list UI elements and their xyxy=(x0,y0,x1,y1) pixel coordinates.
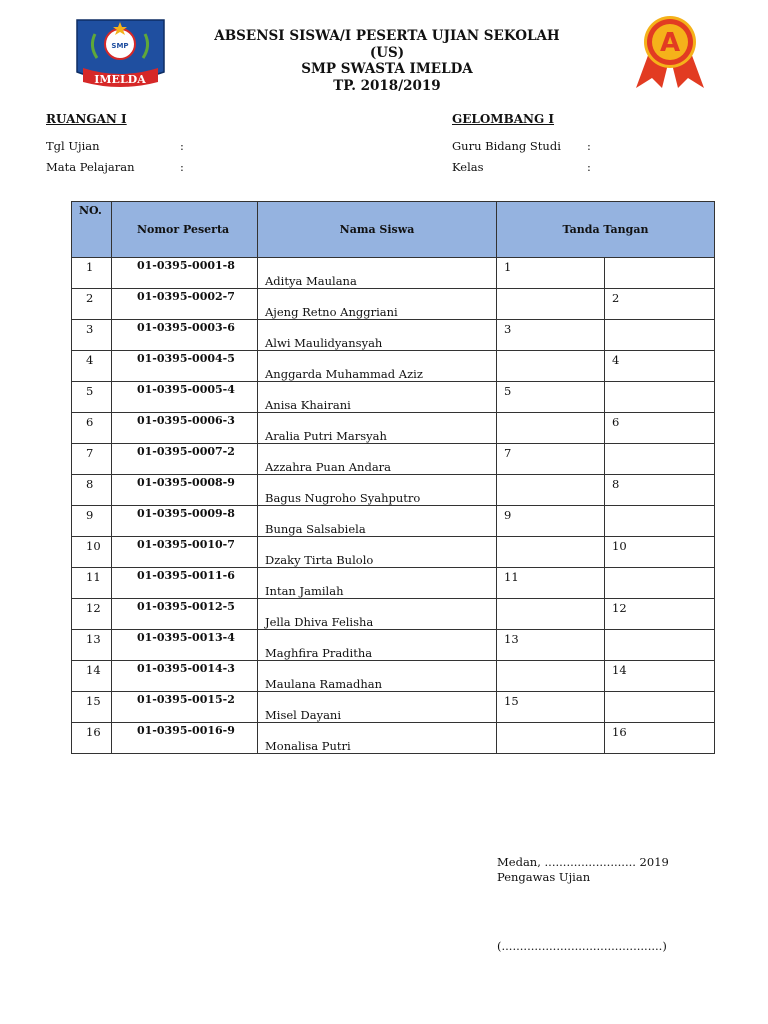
row-nama-siswa: Intan Jamilah xyxy=(258,568,497,599)
row-nama-siswa: Ajeng Retno Anggriani xyxy=(258,289,497,320)
row-no: 15 xyxy=(72,692,112,723)
row-no: 12 xyxy=(72,599,112,630)
row-no: 16 xyxy=(72,723,112,754)
row-no: 11 xyxy=(72,568,112,599)
row-signature-left xyxy=(497,475,605,506)
row-no: 4 xyxy=(72,351,112,382)
row-nomor-peserta: 01-0395-0009-8 xyxy=(112,506,258,537)
row-signature-right xyxy=(605,692,715,723)
table-row xyxy=(72,630,715,661)
row-signature-right xyxy=(605,568,715,599)
row-no: 8 xyxy=(72,475,112,506)
gelombang-label: GELOMBANG I xyxy=(452,112,555,126)
row-signature-left: 15 xyxy=(497,692,605,723)
row-signature-left: 1 xyxy=(497,258,605,289)
guru-bidang-studi-label: Guru Bidang Studi xyxy=(452,139,561,153)
header-school: SMP SWASTA IMELDA xyxy=(301,61,473,77)
row-nama-siswa: Anggarda Muhammad Aziz xyxy=(258,351,497,382)
row-no: 7 xyxy=(72,444,112,475)
row-signature-right xyxy=(605,506,715,537)
mata-pelajaran-colon: : xyxy=(180,160,184,174)
place-date: Medan, ......................... 2019 xyxy=(497,855,669,869)
row-signature-left xyxy=(497,351,605,382)
row-no: 9 xyxy=(72,506,112,537)
kelas-label: Kelas xyxy=(452,160,484,174)
row-signature-left: 11 xyxy=(497,568,605,599)
table-row xyxy=(72,537,715,568)
row-nama-siswa: Misel Dayani xyxy=(258,692,497,723)
row-signature-right: 6 xyxy=(605,413,715,444)
table-row xyxy=(72,599,715,630)
row-nama-siswa: Maulana Ramadhan xyxy=(258,661,497,692)
ruangan-label: RUANGAN I xyxy=(46,112,127,126)
row-signature-left xyxy=(497,723,605,754)
row-no: 13 xyxy=(72,630,112,661)
kelas-colon: : xyxy=(587,160,591,174)
header-nomor-peserta: Nomor Peserta xyxy=(112,202,258,258)
table-row xyxy=(72,413,715,444)
table-header-row xyxy=(72,202,715,258)
header-no: NO. xyxy=(72,202,112,258)
row-signature-right xyxy=(605,382,715,413)
row-no: 2 xyxy=(72,289,112,320)
row-nama-siswa: Bunga Salsabiela xyxy=(258,506,497,537)
rosette-letter: A xyxy=(659,28,681,58)
signature-line: (............................................) xyxy=(497,939,667,953)
tgl-ujian-label: Tgl Ujian xyxy=(46,139,100,153)
header-title: ABSENSI SISWA/I PESERTA UJIAN SEKOLAH xyxy=(214,28,560,44)
table-row xyxy=(72,661,715,692)
row-nama-siswa: Anisa Khairani xyxy=(258,382,497,413)
header-tanda-tangan: Tanda Tangan xyxy=(497,202,715,258)
table-row xyxy=(72,351,715,382)
row-nomor-peserta: 01-0395-0001-8 xyxy=(112,258,258,289)
row-nomor-peserta: 01-0395-0007-2 xyxy=(112,444,258,475)
row-nomor-peserta: 01-0395-0004-5 xyxy=(112,351,258,382)
table-row xyxy=(72,692,715,723)
logo-text-bottom: IMELDA xyxy=(94,73,146,86)
row-signature-right xyxy=(605,320,715,351)
row-signature-right: 10 xyxy=(605,537,715,568)
row-signature-left xyxy=(497,413,605,444)
accreditation-rosette-icon xyxy=(626,14,714,90)
table-row xyxy=(72,258,715,289)
row-signature-right xyxy=(605,630,715,661)
header-year: TP. 2018/2019 xyxy=(333,77,441,94)
logo-text-top: SMP xyxy=(111,42,129,50)
row-signature-left: 9 xyxy=(497,506,605,537)
row-no: 14 xyxy=(72,661,112,692)
row-signature-right: 8 xyxy=(605,475,715,506)
row-signature-left: 3 xyxy=(497,320,605,351)
row-nomor-peserta: 01-0395-0015-2 xyxy=(112,692,258,723)
row-nomor-peserta: 01-0395-0011-6 xyxy=(112,568,258,599)
row-no: 3 xyxy=(72,320,112,351)
table-row xyxy=(72,475,715,506)
row-signature-right: 16 xyxy=(605,723,715,754)
signer-role: Pengawas Ujian xyxy=(497,870,591,884)
row-nomor-peserta: 01-0395-0005-4 xyxy=(112,382,258,413)
row-signature-right xyxy=(605,258,715,289)
row-nomor-peserta: 01-0395-0014-3 xyxy=(112,661,258,692)
row-no: 10 xyxy=(72,537,112,568)
row-nama-siswa: Alwi Maulidyansyah xyxy=(258,320,497,351)
row-nama-siswa: Monalisa Putri xyxy=(258,723,497,754)
row-no: 5 xyxy=(72,382,112,413)
row-signature-right: 4 xyxy=(605,351,715,382)
table-row xyxy=(72,723,715,754)
table-row xyxy=(72,289,715,320)
table-row xyxy=(72,506,715,537)
row-signature-left: 5 xyxy=(497,382,605,413)
row-signature-left xyxy=(497,661,605,692)
row-signature-left xyxy=(497,599,605,630)
mata-pelajaran-label: Mata Pelajaran xyxy=(46,160,135,174)
table-row xyxy=(72,444,715,475)
header-nama-siswa: Nama Siswa xyxy=(258,202,497,258)
row-signature-right: 2 xyxy=(605,289,715,320)
table-row xyxy=(72,382,715,413)
row-signature-left: 13 xyxy=(497,630,605,661)
guru-bidang-studi-colon: : xyxy=(587,139,591,153)
row-signature-right: 14 xyxy=(605,661,715,692)
document-header xyxy=(180,28,594,94)
row-nama-siswa: Dzaky Tirta Bulolo xyxy=(258,537,497,568)
row-nomor-peserta: 01-0395-0002-7 xyxy=(112,289,258,320)
row-nomor-peserta: 01-0395-0013-4 xyxy=(112,630,258,661)
row-signature-left xyxy=(497,289,605,320)
tgl-ujian-colon: : xyxy=(180,139,184,153)
row-nama-siswa: Aditya Maulana xyxy=(258,258,497,289)
table-row xyxy=(72,320,715,351)
row-nomor-peserta: 01-0395-0012-5 xyxy=(112,599,258,630)
row-signature-left: 7 xyxy=(497,444,605,475)
row-nama-siswa: Bagus Nugroho Syahputro xyxy=(258,475,497,506)
table-row xyxy=(72,568,715,599)
row-nomor-peserta: 01-0395-0016-9 xyxy=(112,723,258,754)
row-nomor-peserta: 01-0395-0010-7 xyxy=(112,537,258,568)
attendance-table xyxy=(71,201,715,754)
row-no: 1 xyxy=(72,258,112,289)
school-logo xyxy=(73,16,168,88)
row-no: 6 xyxy=(72,413,112,444)
row-nomor-peserta: 01-0395-0003-6 xyxy=(112,320,258,351)
header-subtitle: (US) xyxy=(369,44,405,61)
row-nama-siswa: Aralia Putri Marsyah xyxy=(258,413,497,444)
row-nomor-peserta: 01-0395-0008-9 xyxy=(112,475,258,506)
row-nama-siswa: Azzahra Puan Andara xyxy=(258,444,497,475)
row-nama-siswa: Maghfira Praditha xyxy=(258,630,497,661)
row-signature-right: 12 xyxy=(605,599,715,630)
row-nama-siswa: Jella Dhiva Felisha xyxy=(258,599,497,630)
row-signature-left xyxy=(497,537,605,568)
row-signature-right xyxy=(605,444,715,475)
row-nomor-peserta: 01-0395-0006-3 xyxy=(112,413,258,444)
